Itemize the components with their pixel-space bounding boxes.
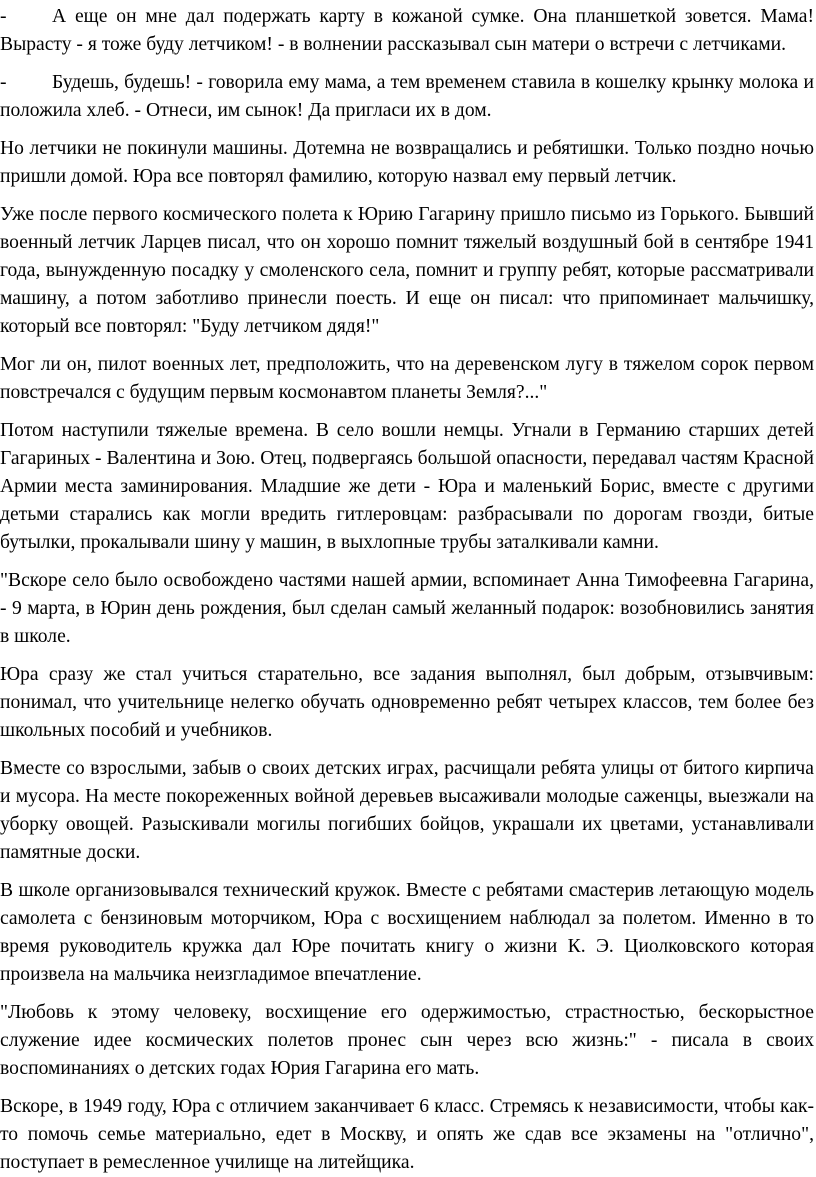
dialogue-dash: - [0,72,7,93]
paragraph-3: Но летчики не покинули машины. Дотемна не возвращались и ребятишки. Только поздно ночью пришли домой. Юра все повторял фамилию, которую назвал ему первый летчик. [0,138,814,187]
paragraph-11: "Любовь к этому человеку, восхищение его одержимостью, страстностью, бескорыстное служение идее космических полетов пронес сын через всю жизнь:" - писала в своих воспоминаниях о детских годах Юрия Гагарина его мать. [0,1002,814,1079]
paragraph-6: Потом наступили тяжелые времена. В село вошли немцы. Угнали в Германию старших детей Гагариных - Валентина и Зою. Отец, подвергаясь большой опасности, передавал частям Красной Армии места заминирования. Младшие же дети - Юра и маленький Борис, вместе с другими детьми старались как могли вредить гитлеровцам: разбрасывали по дорогам гвозди, битые бутылки, прокалывали шину у машин, в выхлопные трубы заталкивали камни. [0,420,814,553]
paragraph-8: Юра сразу же стал учиться старательно, все задания выполнял, был добрым, отзывчивым: понимал, что учительнице нелегко обучать одновременно ребят четырех классов, тем более без школьных пособий и учебников. [0,664,814,741]
paragraph-text: Будешь, будешь! - говорила ему мама, а тем временем ставила в кошелку крынку молока и положила хлеб. - Отнеси, им сынок! Да пригласи их в дом. [0,72,814,121]
paragraph-4: Уже после первого космического полета к Юрию Гагарину пришло письмо из Горького. Бывший военный летчик Ларцев писал, что он хорошо помнит тяжелый воздушный бой в сентябре 1941 года, вынужденную посадку у смоленского села, помнит и группу ребят, которые рассматривали машину, а потом заботливо принесли поесть. И еще он писал: что припоминает мальчишку, который все повторял: "Буду летчиком дядя!" [0,204,814,337]
paragraph-text: А еще он мне дал подержать карту в кожаной сумке. Она планшеткой зовется. Мама! Вырасту - я тоже буду летчиком! - в волнении рассказывал сын матери о встречи с летчиками. [0,6,814,55]
paragraph-12: Вскоре, в 1949 году, Юра с отличием заканчивает 6 класс. Стремясь к независимости, чтобы как-то помочь семье материально, едет в Москву, и опять же сдав все экзамены на "отлично", поступает в ремесленное училище на литейщика. [0,1096,814,1173]
paragraph-5: Мог ли он, пилот военных лет, предположить, что на деревенском лугу в тяжелом сорок первом повстречался с будущим первым космонавтом планеты Земля?..." [0,354,814,403]
paragraph-9: Вместе со взрослыми, забыв о своих детских играх, расчищали ребята улицы от битого кирпича и мусора. На месте покореженных войной деревьев высаживали молодые саженцы, выезжали на уборку овощей. Разыскивали могилы погибших бойцов, украшали их цветами, устанавливали памятные доски. [0,758,814,863]
dialogue-dash: - [0,6,7,27]
paragraph-dialogue-1 [0,3,814,59]
paragraph-7: "Вскоре село было освобождено частями нашей армии, вспоминает Анна Тимофеевна Гагарина, - 9 марта, в Юрин день рождения, был сделан самый желанный подарок: возобновились занятия в школе. [0,570,814,647]
paragraph-10: В школе организовывался технический кружок. Вместе с ребятами смастерив летающую модель самолета с бензиновым моторчиком, Юра с восхищением наблюдал за полетом. Именно в то время руководитель кружка дал Юре почитать книгу о жизни К. Э. Циолковского которая произвела на мальчика неизгладимое впечатление. [0,880,814,985]
paragraph-dialogue-2 [0,69,814,125]
